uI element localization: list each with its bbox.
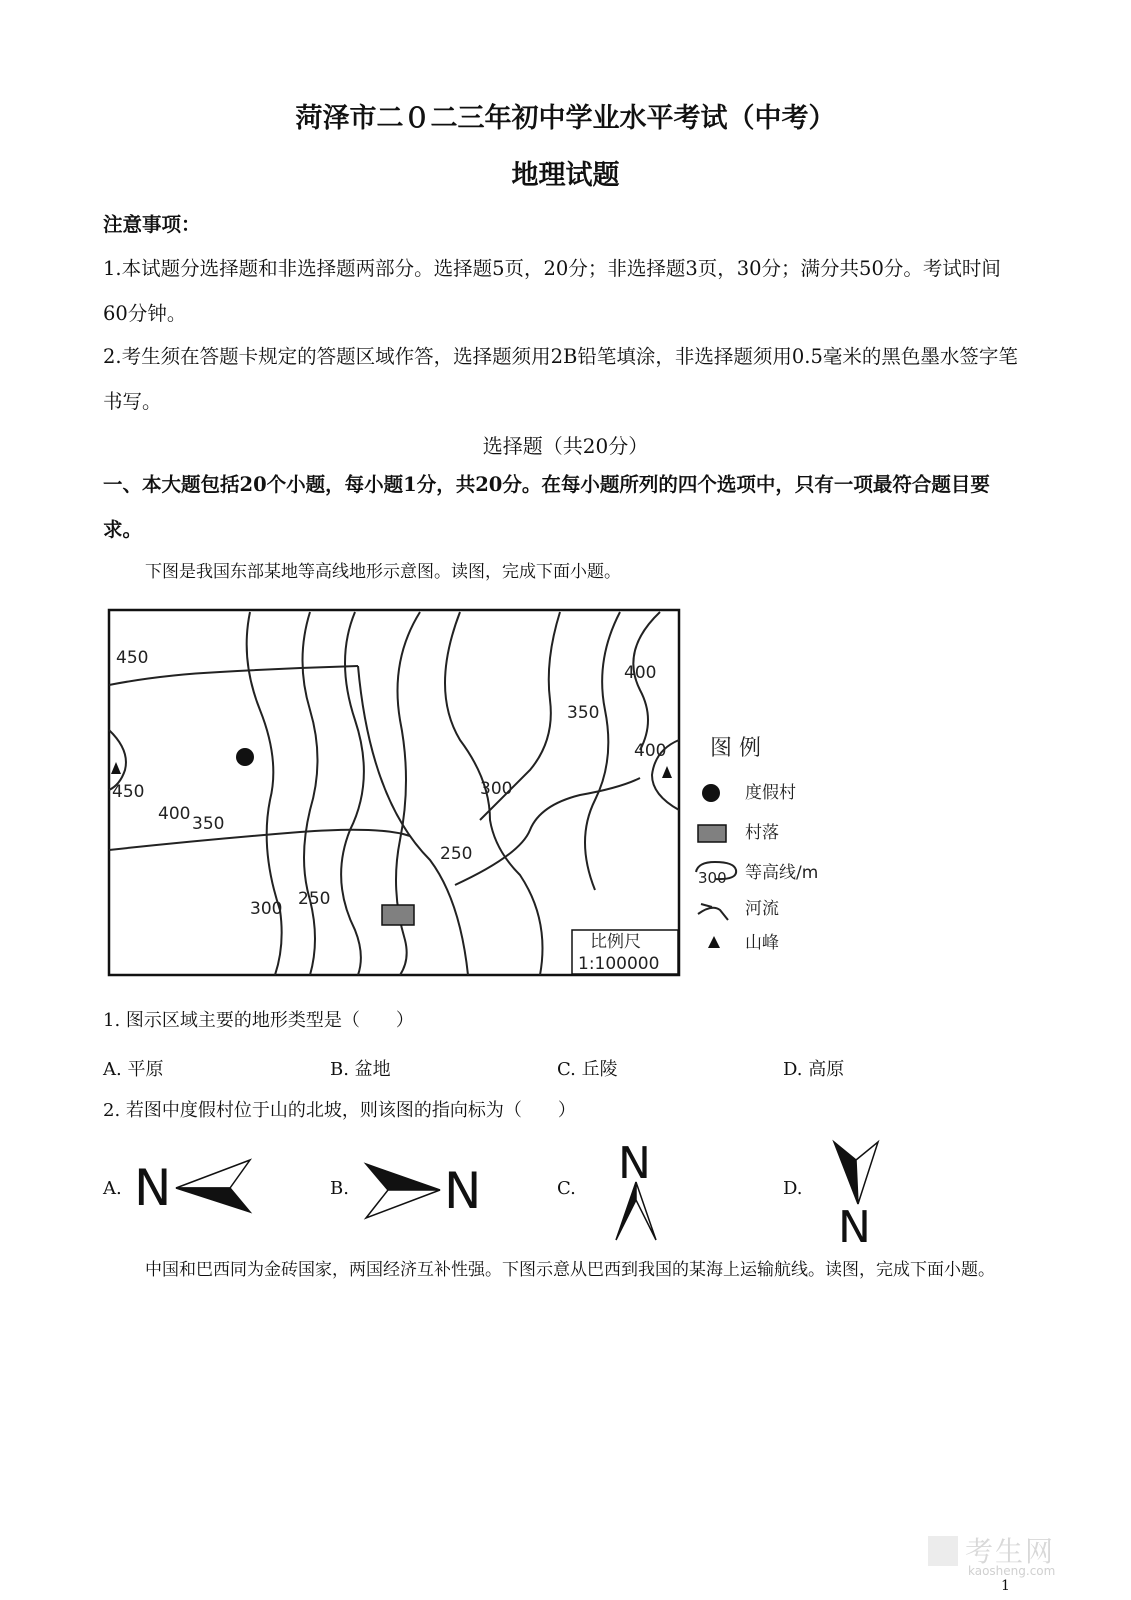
contour-map: [100, 600, 860, 990]
section-heading: 选择题（共20分）: [482, 434, 649, 458]
contour-label: 400: [158, 804, 191, 824]
scale-title: 比例尺: [590, 932, 641, 952]
north-arrow-d[interactable]: [820, 1138, 900, 1248]
arrow-half-light: [366, 1190, 440, 1218]
q1-option-a[interactable]: A. 平原: [103, 1059, 164, 1080]
contour-label: 250: [298, 889, 331, 909]
north-arrow-b[interactable]: [360, 1150, 500, 1230]
contour-label: 450: [112, 782, 145, 802]
exam-subtitle: 地理试题: [511, 160, 620, 191]
legend-contour-sample: 300: [698, 869, 727, 887]
q1-option-c[interactable]: C. 丘陵: [557, 1059, 618, 1080]
watermark-logo-icon: [928, 1536, 958, 1566]
q2-option-d[interactable]: D.: [783, 1178, 803, 1199]
contour-label: 350: [567, 703, 600, 723]
legend-title: 图 例: [710, 736, 761, 761]
scale-value: 1:100000: [578, 954, 660, 974]
contour-label: 400: [634, 741, 667, 761]
contour-label: 400: [624, 663, 657, 683]
page-number: 1: [1001, 1578, 1010, 1594]
north-letter: N: [838, 1202, 871, 1248]
arrow-half-dark: [834, 1142, 858, 1204]
arrow-half-light: [176, 1160, 250, 1188]
north-letter: N: [618, 1138, 651, 1189]
arrow-half-dark: [176, 1188, 250, 1212]
legend-village: 村落: [745, 823, 779, 843]
q2-option-a[interactable]: A.: [103, 1178, 122, 1199]
legend-river: 河流: [745, 899, 779, 919]
north-arrow-c[interactable]: [600, 1138, 680, 1248]
legend-village-icon: [698, 825, 726, 842]
arrow-half-dark: [366, 1164, 440, 1190]
exam-title: 菏泽市二０二三年初中学业水平考试（中考）: [295, 103, 836, 134]
legend-peak-icon: [708, 936, 720, 948]
legend-resort-icon: [702, 784, 720, 802]
q2-option-c[interactable]: C.: [557, 1178, 576, 1199]
q2-option-b[interactable]: B.: [330, 1178, 349, 1199]
watermark-title: 考生网: [965, 1535, 1056, 1568]
arrow-half-light: [856, 1142, 878, 1204]
contour-label: 250: [440, 844, 473, 864]
north-letter: N: [444, 1162, 482, 1220]
resort-marker: [236, 748, 254, 766]
legend-contour: 等高线/m: [745, 863, 819, 883]
question-2: 2. 若图中度假村位于山的北坡，则该图的指向标为（ ）: [103, 1100, 576, 1121]
legend-resort: 度假村: [745, 783, 796, 803]
legend-peak: 山峰: [745, 933, 779, 953]
contour-label: 300: [480, 779, 513, 799]
contour-label: 450: [116, 648, 149, 668]
contour-label: 350: [192, 814, 225, 834]
arrow-half-light: [636, 1182, 656, 1240]
arrow-half-dark: [616, 1182, 636, 1240]
notes-item-2: 2.考生须在答题卡规定的答题区域作答，选择题须用2B铅笔填涂，非选择题须用0.5毫米的黑色墨水签字笔书写。: [103, 345, 1018, 413]
notes-item-1: 1.本试题分选择题和非选择题两部分。选择题5页，20分；非选择题3页，30分；满分共50分。考试时间60分钟。: [103, 257, 1001, 325]
section-instruction: 一、本大题包括20个小题，每小题1分，共20分。在每小题所列的四个选项中，只有一项最符合题目要求。: [103, 473, 990, 541]
village-marker: [382, 905, 414, 925]
contour-label: 300: [250, 899, 283, 919]
intro-map: 下图是我国东部某地等高线地形示意图。读图，完成下面小题。: [145, 562, 621, 582]
legend-river-icon: [698, 904, 728, 920]
q1-option-b[interactable]: B. 盆地: [330, 1059, 391, 1080]
question-1: 1. 图示区域主要的地形类型是（ ）: [103, 1010, 414, 1031]
watermark-url: kaosheng.com: [968, 1564, 1056, 1578]
intro-route: 中国和巴西同为金砖国家，两国经济互补性强。下图示意从巴西到我国的某海上运输航线。读图，完成下面小题。: [145, 1260, 995, 1280]
notes-heading: 注意事项：: [103, 213, 201, 236]
q1-option-d[interactable]: D. 高原: [783, 1059, 845, 1080]
north-arrow-a[interactable]: [128, 1150, 268, 1230]
north-letter: N: [134, 1159, 172, 1217]
